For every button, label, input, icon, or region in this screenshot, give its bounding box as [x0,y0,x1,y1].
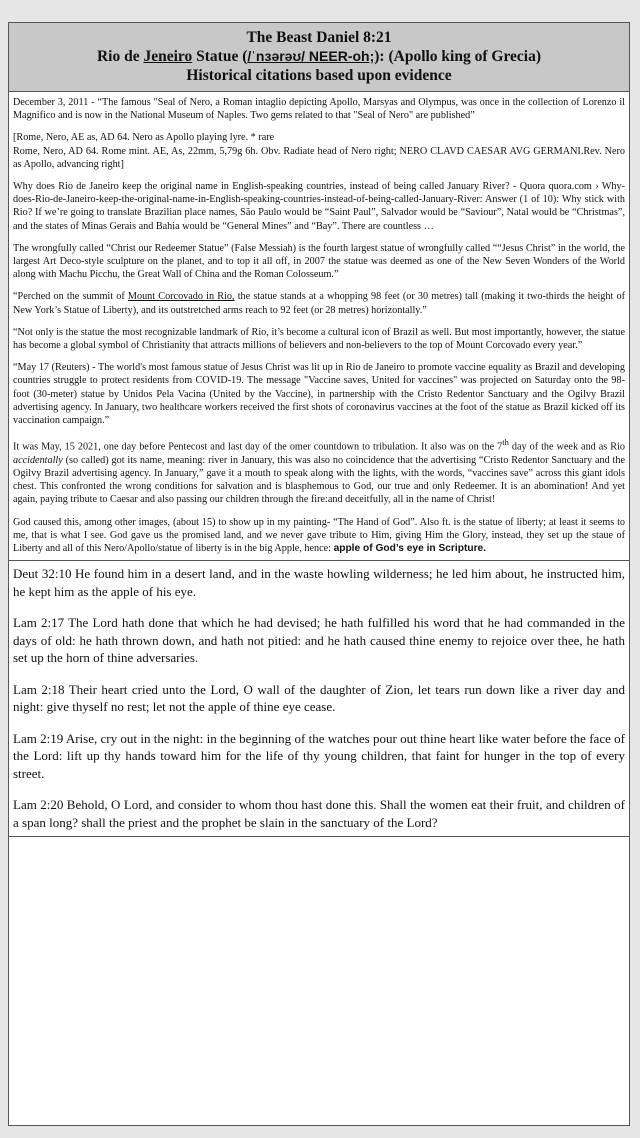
citation-paragraph-statue: The wrongfully called “Christ our Redeemer Statue” (False Messiah) is the fourth largest statue of wrongfully called ““Jesus Christ” in the world, the largest Art Deco-style sculpture on the planet, and to top it all off, in 2007 the statue was deemed as one of the New Seven Wonders of the World along with Machu Picchu, the Great Wall of China and the Roman Colosseum.” [13,242,625,281]
subtitle-line [13,47,625,66]
commentary-paragraph-pentecost [13,436,625,506]
title-line: The Beast Daniel 8:21 [246,29,392,46]
corcovado-post: the statue stands at a whopping 98 feet (or 30 metres) tall (making it two-thirds the height of New York’s Statue of Liberty), and its outstretched arms reach to 92 feet (or 28 metres) horizontally.” [13,291,625,316]
citation-paragraph-landmark: “Not only is the statue the most recognizable landmark of Rio, it’s become a cultural icon of Brazil as well. But most importantly, however, the statue has become a global symbol of Christianity that attracts millions of believers and non-believers to the top of Mount Corcovado every year.” [13,326,625,352]
empty-footer-cell [9,837,629,867]
commentary-paragraph-painting [13,516,625,556]
subtitle-pre: Rio de [96,48,144,65]
subtitle-end: ): (Apollo king of Grecia) [374,48,542,65]
coin-line-1: [Rome, Nero, AE as, AD 64. Nero as Apollo playing lyre. * rare [13,132,275,144]
verse-lam-2-19: Lam 2:19 Arise, cry out in the night: in the beginning of the watches pour out thine heart like water before the face of the Lord: lift up thy hands toward him for the life of thy young children, that faint for hunger in the top of every street. [13,730,625,781]
document-header [9,23,629,92]
verse-lam-2-20: Lam 2:20 Behold, O Lord, and consider to whom thou hast done this. Shall the women eat their fruit, and children of a span long? shall the priest and the prophet be slain in the sanctuary of the Lord? [13,797,625,830]
subtitle-underlined-word: Jeneiro [143,48,193,65]
verse-deut-32-10: Deut 32:10 He found him in a desert land, and in the waste howling wilderness; he led him about, he instructed him, he kept him as the apple of his eye. [13,566,625,599]
pentecost-text-c: (so called) got its name, meaning: river in January, this was also no coincidence that the advertising “Cristo Redentor Sanctuary and the Ogilvy Brazil advertising agency. In January,” gave it a mouth to speak along with the lights, with the words, “vaccines save” across this giant idols chest. This confronted the wrong conditions for salvation and is blasphemous to God, our true and only Redeemer. It is an abomination! And yet again, paying tribute to Caesar and also passing our children through the fire:and deceitfully, all in the name of Christ! [13,454,625,506]
corcovado-link[interactable]: Mount Corcovado in Rio, [127,291,235,303]
citation-paragraph-reuters: “May 17 (Reuters) - The world's most famous statue of Jesus Christ was lit up in Rio de Janeiro to promote vaccine equality as Brazil and developing countries struggle to protect residents from COVID-19. The message "Vaccine saves, United for vaccines" was projected on Saturday onto the 98-foot (30-meter) statue by Unidos Pela Vacina (United by the Vaccine), in partnership with the Cristo Redentor Sanctuary and the Ogilvy Brazil advertising agency. In January, two healthcare workers received the first shots of coronavirus vaccines at the foot of the statue as Brazil kicked off its vaccination campaign.” [13,362,625,427]
citation-paragraph-corcovado [13,290,625,316]
verse-lam-2-18: Lam 2:18 Their heart cried unto the Lord, O wall of the daughter of Zion, let tears run down like a river day and night: give thyself no rest; let not the apple of thine eye cease. [13,681,625,715]
citations-section [9,92,629,561]
coin-line-2: Rome, Nero, AD 64. Rome mint. AE, As, 22mm, 5,79g 6h. Obv. Radiate head of Nero right; NERO CLAVD CAESAR AVG GERMANI.Rev. Nero as Apollo, advancing right] [13,145,625,170]
painting-bold-text: apple of God’s eye in Scripture. [333,543,487,555]
pentecost-text-b: day of the week and as Rio [508,441,625,453]
citation-paragraph-seal-of-nero: December 3, 2011 - “The famous "Seal of Nero, a Roman intaglio depicting Apollo, Marsyas and Olympus, was once in the collection of Lorenzo il Magnifico and is now in the National Museum of Naples. Two gems related to that "Seal of Nero" are published” [13,97,625,122]
citation-paragraph-coin [13,131,625,171]
ordinal-suffix: th [502,437,509,448]
scripture-section [9,561,629,837]
pentecost-text-a: It was May, 15 2021, one day before Pentecost and last day of the omer countdown to tribulation. It also was on the 7 [13,441,503,453]
phonetic-text: /ˈnɜərəʊ/ NEER-oh; [247,48,375,64]
painting-text: God caused this, among other images, (about 15) to show up in my painting- “The Hand of God”. Also ft. is the statue of liberty; at least it seems to me, that is what I see. God gave us the promised land, and we never gave tribute to Him, giving Him the Glory, instead, they set up the staue of Liberty and all of this Nero/Apollo/statue of liberty is in the big Apple, hence: [13,516,625,555]
citations-line: Historical citations based upon evidence [186,67,452,84]
document-page [8,22,630,1126]
pentecost-emphasis: accidentally [13,454,63,466]
corcovado-pre: “Perched on the summit of [13,291,128,303]
verse-lam-2-17: Lam 2:17 The Lord hath done that which he had devised; he hath fulfilled his word that he had commanded in the days of old: he hath thrown down, and hath not pitied: and he hath caused thine enemy to rejoice over thee, he hath set up the horn of thine adversaries. [13,615,625,666]
citation-paragraph-quora: Why does Rio de Janeiro keep the original name in English-speaking countries, instead of being called January River? - Quora quora.com › Why-does-Rio-de-Janeiro-keep-the-original-name-in-English-speaking-countries-instead-of-being-called-January-River: Answer (1 of 10): Why stick with Rio? If we’re going to translate Brazilian place names, São Paulo would be “Saint Paul”, Salvador would be “Saviour”, Natal would be “Christmas”, and the states of Minas Gerais and Bahia would be “General Mines” and “Bay”. There are countless … [13,181,625,232]
subtitle-mid: Statue ( [192,48,248,65]
